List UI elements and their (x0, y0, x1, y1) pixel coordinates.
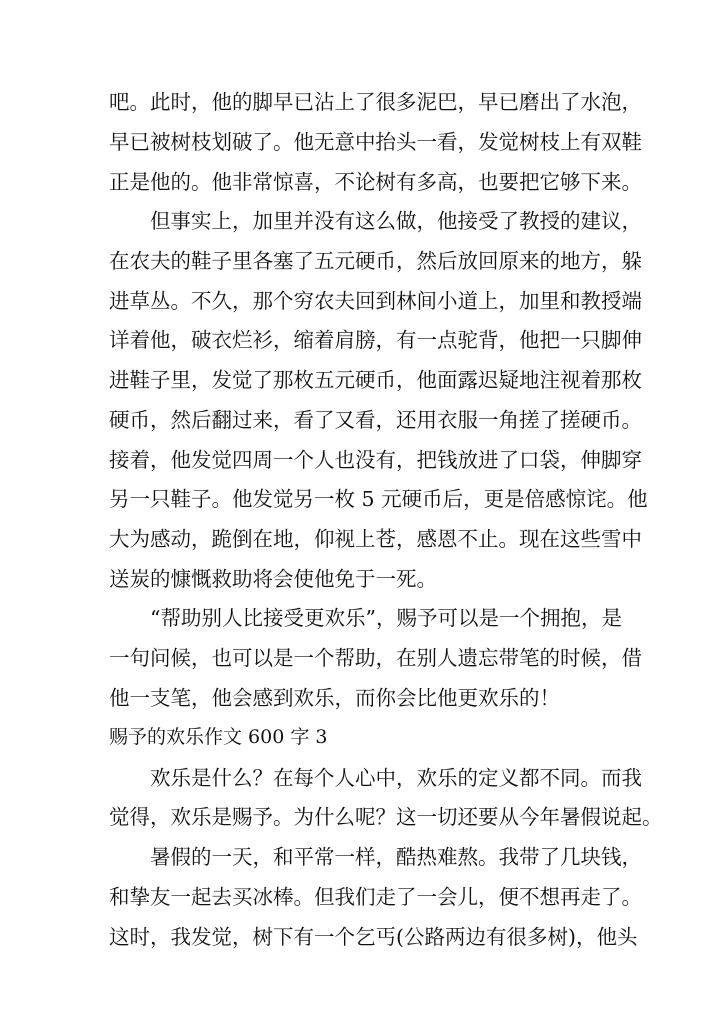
text-line: 大为感动，跪倒在地，仰视上苍，感恩不止。现在这些雪中 (109, 527, 642, 551)
paragraph-first-line: 暑假的一天，和平常一样，酷热难熬。我带了几块钱， (150, 845, 642, 869)
text-line: 硬币，然后翻过来，看了又看，还用衣服一角搓了搓硬币。 (109, 408, 642, 432)
section-heading: 赐予的欢乐作文 600 字 3 (109, 726, 328, 748)
text-line: 接着，他发觉四周一个人也没有，把钱放进了口袋，伸脚穿 (109, 448, 642, 472)
text-line: 一句问候，也可以是一个帮助，在别人遗忘带笔的时候，借 (109, 646, 642, 670)
text-line: 他一支笔，他会感到欢乐，而你会比他更欢乐的！ (109, 686, 560, 710)
text-line: 送炭的慷慨救助将会使他免于一死。 (109, 567, 437, 591)
text-line: 觉得，欢乐是赐予。为什么呢？这一切还要从今年暑假说起。 (109, 805, 663, 829)
text-line: 进鞋子里，发觉了那枚五元硬币，他面露迟疑地注视着那枚 (109, 368, 642, 392)
text-line: 这时，我发觉，树下有一个乞丐(公路两边有很多树)，他头 (109, 925, 638, 949)
text-line: 进草丛。不久，那个穷农夫回到林间小道上，加里和教授端 (109, 289, 642, 313)
text-line: 早已被树枝划破了。他无意中抬头一看，发觉树枝上有双鞋 (109, 130, 642, 154)
paragraph-first-line: 欢乐是什么？在每个人心中，欢乐的定义都不同。而我 (150, 766, 642, 790)
text-line: 详着他，破衣烂衫，缩着肩膀，有一点驼背，他把一只脚伸 (109, 328, 642, 352)
text-line: 正是他的。他非常惊喜，不论树有多高，也要把它够下来。 (109, 170, 642, 194)
text-line: 在农夫的鞋子里各塞了五元硬币，然后放回原来的地方，躲 (109, 249, 642, 273)
paragraph-first-line: 但事实上，加里并没有这么做，他接受了教授的建议， (150, 209, 642, 233)
text-line: 吧。此时，他的脚早已沾上了很多泥巴，早已磨出了水泡， (109, 90, 642, 114)
text-line: 另一只鞋子。他发觉另一枚 5 元硬币后，更是倍感惊诧。他 (109, 487, 648, 511)
text-line: 和挚友一起去买冰棒。但我们走了一会儿，便不想再走了。 (109, 885, 642, 909)
paragraph-first-line: “帮助别人比接受更欢乐”，赐予可以是一个拥抱，是 (150, 606, 622, 630)
